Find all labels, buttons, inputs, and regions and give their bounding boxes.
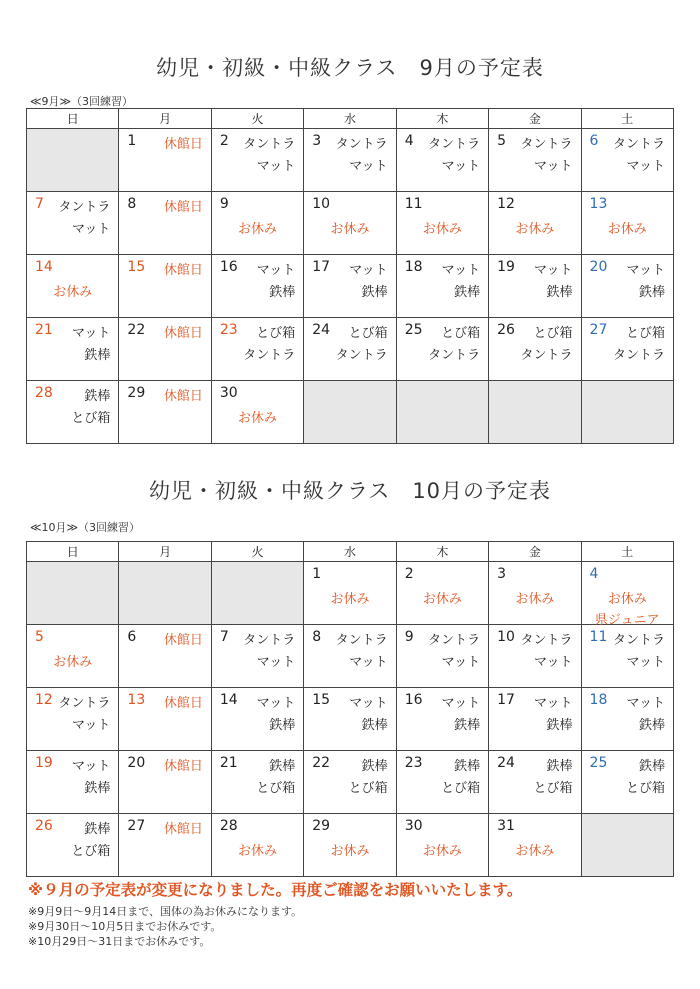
day-cell [211,814,303,877]
day-cell [119,381,211,444]
activity-label: とび箱 [441,781,481,796]
day-number: 20 [127,755,146,771]
day-cell [396,318,488,381]
closed-label: 休館日 [163,696,203,711]
activity-label: マット [256,655,296,670]
activity-label: マット [256,263,296,278]
activity-label: マット [534,655,573,670]
activity-label: 鉄棒 [361,718,388,733]
day-cell [27,381,119,444]
holiday-label: お休み [238,411,278,426]
activity-label: 鉄棒 [454,759,481,774]
footnote: ※9月30日～10月5日までお休みです。 [28,920,222,933]
activity-label: とび箱 [71,844,111,859]
holiday-label: お休み [330,592,370,607]
day-number: 4 [404,133,414,149]
day-number: 30 [404,818,423,834]
day-cell [581,751,673,814]
day-cell [27,625,119,688]
holiday-label: お休み [422,222,462,237]
holiday-label: お休み [238,844,278,859]
activity-label: マット [441,159,481,174]
activity-label: マット [441,696,481,711]
day-number: 1 [127,133,137,149]
day-number: 29 [127,385,146,401]
day-cell [119,688,211,751]
day-cell [119,192,211,255]
activity-label: 鉄棒 [84,822,111,837]
day-cell [489,562,581,625]
holiday-label: お休み [607,222,647,237]
holiday-label: お休み [53,655,93,670]
day-number: 20 [589,259,608,275]
weekday-header: 水 [304,542,396,562]
day-number: 14 [35,259,53,275]
day-number: 27 [127,818,146,834]
day-number: 24 [497,755,515,771]
activity-label: 鉄棒 [454,718,481,733]
day-number: 16 [404,692,423,708]
day-cell [27,318,119,381]
day-cell [396,751,488,814]
activity-label: とび箱 [625,781,665,796]
empty-day-cell [211,562,303,625]
day-number: 12 [35,692,53,708]
day-cell [489,318,581,381]
day-number: 22 [127,322,146,338]
activity-label: とび箱 [348,781,388,796]
activity-label: タントラ [243,633,296,648]
empty-day-cell [581,381,673,444]
activity-label: タントラ [612,348,665,363]
day-number: 23 [219,322,238,338]
activity-label: 鉄棒 [638,285,665,300]
day-cell [119,129,211,192]
activity-label: タントラ [58,696,111,711]
day-number: 26 [35,818,53,834]
day-number: 13 [589,196,608,212]
day-cell [304,318,396,381]
day-number: 7 [219,629,229,645]
september-calendar [26,108,674,444]
activity-label: 鉄棒 [269,759,296,774]
day-cell [396,129,488,192]
day-number: 30 [219,385,238,401]
day-number: 12 [497,196,515,212]
weekday-header: 木 [396,109,488,129]
activity-label: タントラ [428,348,481,363]
activity-label: マット [441,655,481,670]
empty-day-cell [27,129,119,192]
day-number: 9 [219,196,229,212]
change-notice: ※９月の予定表が変更になりました。再度ご確認をお願いいたします。 [28,881,523,899]
day-number: 10 [497,629,515,645]
day-number: 5 [497,133,507,149]
day-number: 29 [312,818,331,834]
holiday-label: お休み [53,285,93,300]
holiday-label: お休み [330,844,370,859]
activity-label: マット [441,263,481,278]
activity-label: タントラ [612,633,665,648]
day-cell [581,129,673,192]
day-cell [581,625,673,688]
day-cell [396,688,488,751]
activity-label: マット [71,222,111,237]
holiday-label: お休み [607,592,647,607]
day-number: 14 [219,692,238,708]
activity-label: とび箱 [625,326,665,341]
day-cell [27,192,119,255]
day-number: 24 [312,322,331,338]
day-number: 11 [404,196,423,212]
day-number: 8 [127,196,137,212]
day-number: 15 [312,692,331,708]
day-number: 19 [497,259,515,275]
closed-label: 休館日 [163,200,203,215]
weekday-header: 火 [211,542,303,562]
day-cell [211,688,303,751]
day-cell [304,255,396,318]
activity-label: 鉄棒 [546,759,573,774]
day-number: 2 [404,566,414,582]
day-cell [489,688,581,751]
activity-label: マット [626,655,665,670]
activity-label: 鉄棒 [638,759,665,774]
holiday-label: お休み [422,844,462,859]
weekday-header: 火 [211,109,303,129]
day-number: 9 [404,629,414,645]
day-cell [211,192,303,255]
day-number: 10 [312,196,331,212]
holiday-label: お休み [515,592,555,607]
day-cell [489,129,581,192]
activity-label: とび箱 [348,326,388,341]
activity-label: タントラ [58,200,111,215]
event-label: 県ジュニア [594,613,660,628]
day-number: 17 [497,692,515,708]
activity-label: タントラ [243,348,296,363]
day-number: 31 [497,818,515,834]
activity-label: 鉄棒 [546,285,573,300]
day-number: 28 [35,385,53,401]
activity-label: マット [71,718,111,733]
activity-label: 鉄棒 [269,285,296,300]
day-number: 21 [219,755,238,771]
day-number: 7 [35,196,44,212]
activity-label: とび箱 [71,411,111,426]
activity-label: 鉄棒 [84,348,111,363]
footnote: ※9月9日～9月14日まで、国体の為お休みになります。 [28,905,303,918]
day-number: 25 [404,322,423,338]
activity-label: タントラ [520,137,573,152]
day-number: 5 [35,629,44,645]
weekday-header: 月 [119,542,211,562]
activity-label: とび箱 [533,781,573,796]
day-cell [304,625,396,688]
empty-day-cell [581,814,673,877]
day-cell [304,814,396,877]
day-number: 17 [312,259,331,275]
september-note: ≪9月≫（3回練習） [30,95,134,108]
day-number: 8 [312,629,322,645]
day-cell [27,688,119,751]
day-cell [211,255,303,318]
weekday-header: 月 [119,109,211,129]
activity-label: タントラ [428,633,481,648]
weekday-header: 金 [489,542,581,562]
day-cell [211,381,303,444]
day-number: 3 [497,566,507,582]
day-cell [27,814,119,877]
activity-label: マット [349,655,388,670]
activity-label: 鉄棒 [361,759,388,774]
day-number: 25 [589,755,608,771]
activity-label: タントラ [520,348,573,363]
day-cell [119,814,211,877]
october-title: 幼児・初級・中級クラス 10月の予定表 [148,479,552,503]
activity-label: 鉄棒 [269,718,296,733]
day-number: 19 [35,755,53,771]
activity-label: とび箱 [441,326,481,341]
activity-label: 鉄棒 [361,285,388,300]
activity-label: 鉄棒 [546,718,573,733]
weekday-header: 土 [581,109,673,129]
activity-label: タントラ [335,633,388,648]
day-cell [119,625,211,688]
day-cell [581,255,673,318]
day-number: 23 [404,755,423,771]
activity-label: タントラ [335,348,388,363]
activity-label: マット [349,263,388,278]
holiday-label: お休み [238,222,278,237]
activity-label: 鉄棒 [84,389,111,404]
day-cell [304,688,396,751]
holiday-label: お休み [515,844,555,859]
empty-day-cell [119,562,211,625]
holiday-label: お休み [330,222,370,237]
closed-label: 休館日 [163,759,203,774]
day-cell [119,255,211,318]
day-number: 27 [589,322,608,338]
weekday-header: 金 [489,109,581,129]
day-cell [396,255,488,318]
day-cell [119,751,211,814]
day-cell [581,192,673,255]
weekday-header: 日 [27,109,119,129]
activity-label: マット [71,326,111,341]
activity-label: タントラ [335,137,388,152]
day-cell [489,192,581,255]
closed-label: 休館日 [163,389,203,404]
activity-label: マット [626,263,665,278]
empty-day-cell [304,381,396,444]
empty-day-cell [489,381,581,444]
day-cell [581,318,673,381]
empty-day-cell [27,562,119,625]
activity-label: マット [534,696,573,711]
day-cell [27,751,119,814]
activity-label: マット [534,263,573,278]
day-cell [489,625,581,688]
activity-label: とび箱 [533,326,573,341]
day-cell [119,318,211,381]
day-cell [396,562,488,625]
weekday-header: 日 [27,542,119,562]
activity-label: 鉄棒 [638,718,665,733]
activity-label: とび箱 [256,781,296,796]
day-number: 11 [589,629,608,645]
activity-label: マット [626,159,665,174]
weekday-header: 水 [304,109,396,129]
day-cell [396,192,488,255]
activity-label: マット [71,759,111,774]
activity-label: タントラ [243,137,296,152]
day-number: 6 [127,629,137,645]
day-number: 3 [312,133,322,149]
day-number: 28 [219,818,238,834]
day-number: 4 [589,566,599,582]
day-cell [304,192,396,255]
day-cell [304,562,396,625]
day-number: 6 [589,133,599,149]
closed-label: 休館日 [163,633,203,648]
day-number: 18 [589,692,608,708]
closed-label: 休館日 [163,326,203,341]
day-number: 15 [127,259,146,275]
empty-day-cell [396,381,488,444]
activity-label: マット [349,159,388,174]
day-cell [396,814,488,877]
september-title: 幼児・初級・中級クラス 9月の予定表 [156,56,544,80]
activity-label: タントラ [520,633,573,648]
day-cell [211,625,303,688]
activity-label: マット [256,696,296,711]
closed-label: 休館日 [163,137,203,152]
activity-label: とび箱 [256,326,296,341]
day-cell [489,751,581,814]
day-cell [489,814,581,877]
day-number: 26 [497,322,515,338]
day-cell [396,625,488,688]
activity-label: 鉄棒 [84,781,111,796]
day-cell [581,562,673,628]
day-number: 1 [312,566,322,582]
day-number: 21 [35,322,53,338]
day-cell [27,255,119,318]
day-number: 18 [404,259,423,275]
day-number: 2 [219,133,229,149]
activity-label: マット [349,696,388,711]
day-cell [304,129,396,192]
activity-label: マット [626,696,665,711]
day-cell [489,255,581,318]
holiday-label: お休み [422,592,462,607]
day-cell [211,318,303,381]
activity-label: タントラ [612,137,665,152]
day-cell [304,751,396,814]
day-cell [211,751,303,814]
october-note: ≪10月≫（3回練習） [30,521,141,534]
footnote: ※10月29日～31日までお休みです。 [28,935,211,948]
day-cell [211,129,303,192]
activity-label: マット [534,159,573,174]
activity-label: マット [256,159,296,174]
october-calendar [26,541,674,877]
closed-label: 休館日 [163,822,203,837]
day-number: 22 [312,755,331,771]
day-number: 13 [127,692,146,708]
weekday-header: 木 [396,542,488,562]
day-cell [581,688,673,751]
closed-label: 休館日 [163,263,203,278]
activity-label: 鉄棒 [454,285,481,300]
holiday-label: お休み [515,222,555,237]
day-number: 16 [219,259,238,275]
activity-label: タントラ [428,137,481,152]
weekday-header: 土 [581,542,673,562]
